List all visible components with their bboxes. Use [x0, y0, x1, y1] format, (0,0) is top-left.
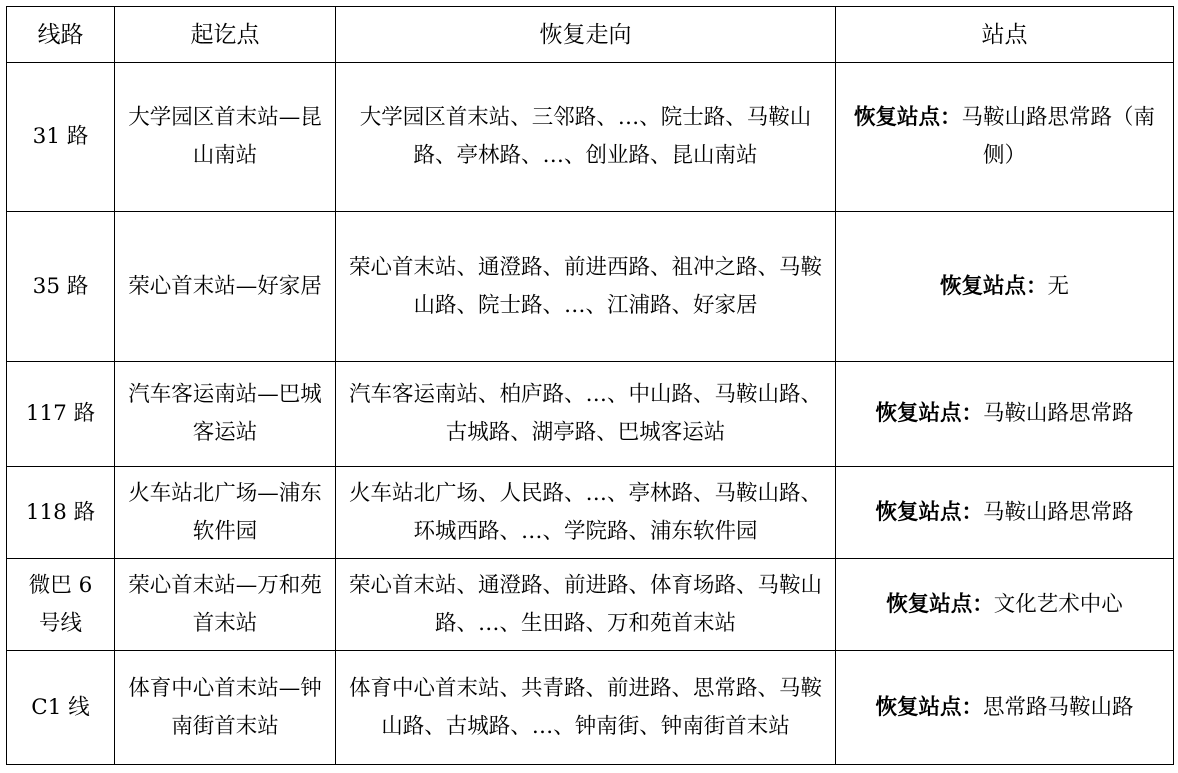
stop-value: 马鞍山路思常路	[983, 499, 1134, 525]
stops-cell	[836, 212, 1174, 362]
endpoints-cell: 体育中心首末站—钟南街首末站	[115, 651, 336, 765]
table-row	[7, 63, 1174, 212]
stop-value: 思常路马鞍山路	[983, 694, 1134, 720]
endpoints-cell: 火车站北广场—浦东软件园	[115, 467, 336, 559]
stop-value: 无	[1047, 273, 1070, 299]
header-route: 恢复走向	[336, 7, 836, 63]
stops-cell	[836, 559, 1174, 651]
route-cell: 火车站北广场、人民路、…、亭林路、马鞍山路、环城西路、…、学院路、浦东软件园	[336, 467, 836, 559]
route-cell: 大学园区首末站、三邻路、…、院士路、马鞍山路、亭林路、…、创业路、昆山南站	[336, 63, 836, 212]
route-cell: 体育中心首末站、共青路、前进路、思常路、马鞍山路、古城路、…、钟南街、钟南街首末站	[336, 651, 836, 765]
table-row	[7, 559, 1174, 651]
stop-key-label: 恢复站点：	[939, 273, 1048, 299]
route-cell: 汽车客运南站、柏庐路、…、中山路、马鞍山路、古城路、湖亭路、巴城客运站	[336, 362, 836, 467]
line-cell: 118 路	[7, 467, 115, 559]
endpoints-cell: 荣心首末站—好家居	[115, 212, 336, 362]
stop-key-label: 恢复站点：	[875, 694, 983, 720]
stops-cell	[836, 63, 1174, 212]
route-cell: 荣心首末站、通澄路、前进西路、祖冲之路、马鞍山路、院士路、…、江浦路、好家居	[336, 212, 836, 362]
stop-value: 文化艺术中心	[993, 591, 1123, 617]
table-row	[7, 362, 1174, 467]
line-cell: 31 路	[7, 63, 115, 212]
header-stops: 站点	[836, 7, 1174, 63]
bus-route-table	[6, 6, 1174, 765]
endpoints-cell: 汽车客运南站—巴城客运站	[115, 362, 336, 467]
stops-cell	[836, 362, 1174, 467]
stop-key-label: 恢复站点：	[875, 401, 983, 426]
stop-value: 马鞍山路思常路	[983, 401, 1134, 426]
line-cell: C1 线	[7, 651, 115, 765]
stop-key-label: 恢复站点：	[886, 591, 994, 617]
stop-value: 马鞍山路思常路（南侧）	[961, 105, 1156, 168]
header-endpoints: 起讫点	[115, 7, 336, 63]
stops-cell	[836, 467, 1174, 559]
header-line: 线路	[7, 7, 115, 63]
table-row	[7, 651, 1174, 765]
line-cell: 117 路	[7, 362, 115, 467]
route-cell: 荣心首末站、通澄路、前进路、体育场路、马鞍山路、…、生田路、万和苑首末站	[336, 559, 836, 651]
line-cell: 35 路	[7, 212, 115, 362]
stop-key-label: 恢复站点：	[875, 499, 983, 525]
line-cell: 微巴 6 号线	[7, 559, 115, 651]
stop-key-label: 恢复站点：	[853, 105, 962, 130]
endpoints-cell: 荣心首末站—万和苑首末站	[115, 559, 336, 651]
endpoints-cell: 大学园区首末站—昆山南站	[115, 63, 336, 212]
table-header-row	[7, 7, 1174, 63]
table-row	[7, 212, 1174, 362]
table-row	[7, 467, 1174, 559]
stops-cell	[836, 651, 1174, 765]
